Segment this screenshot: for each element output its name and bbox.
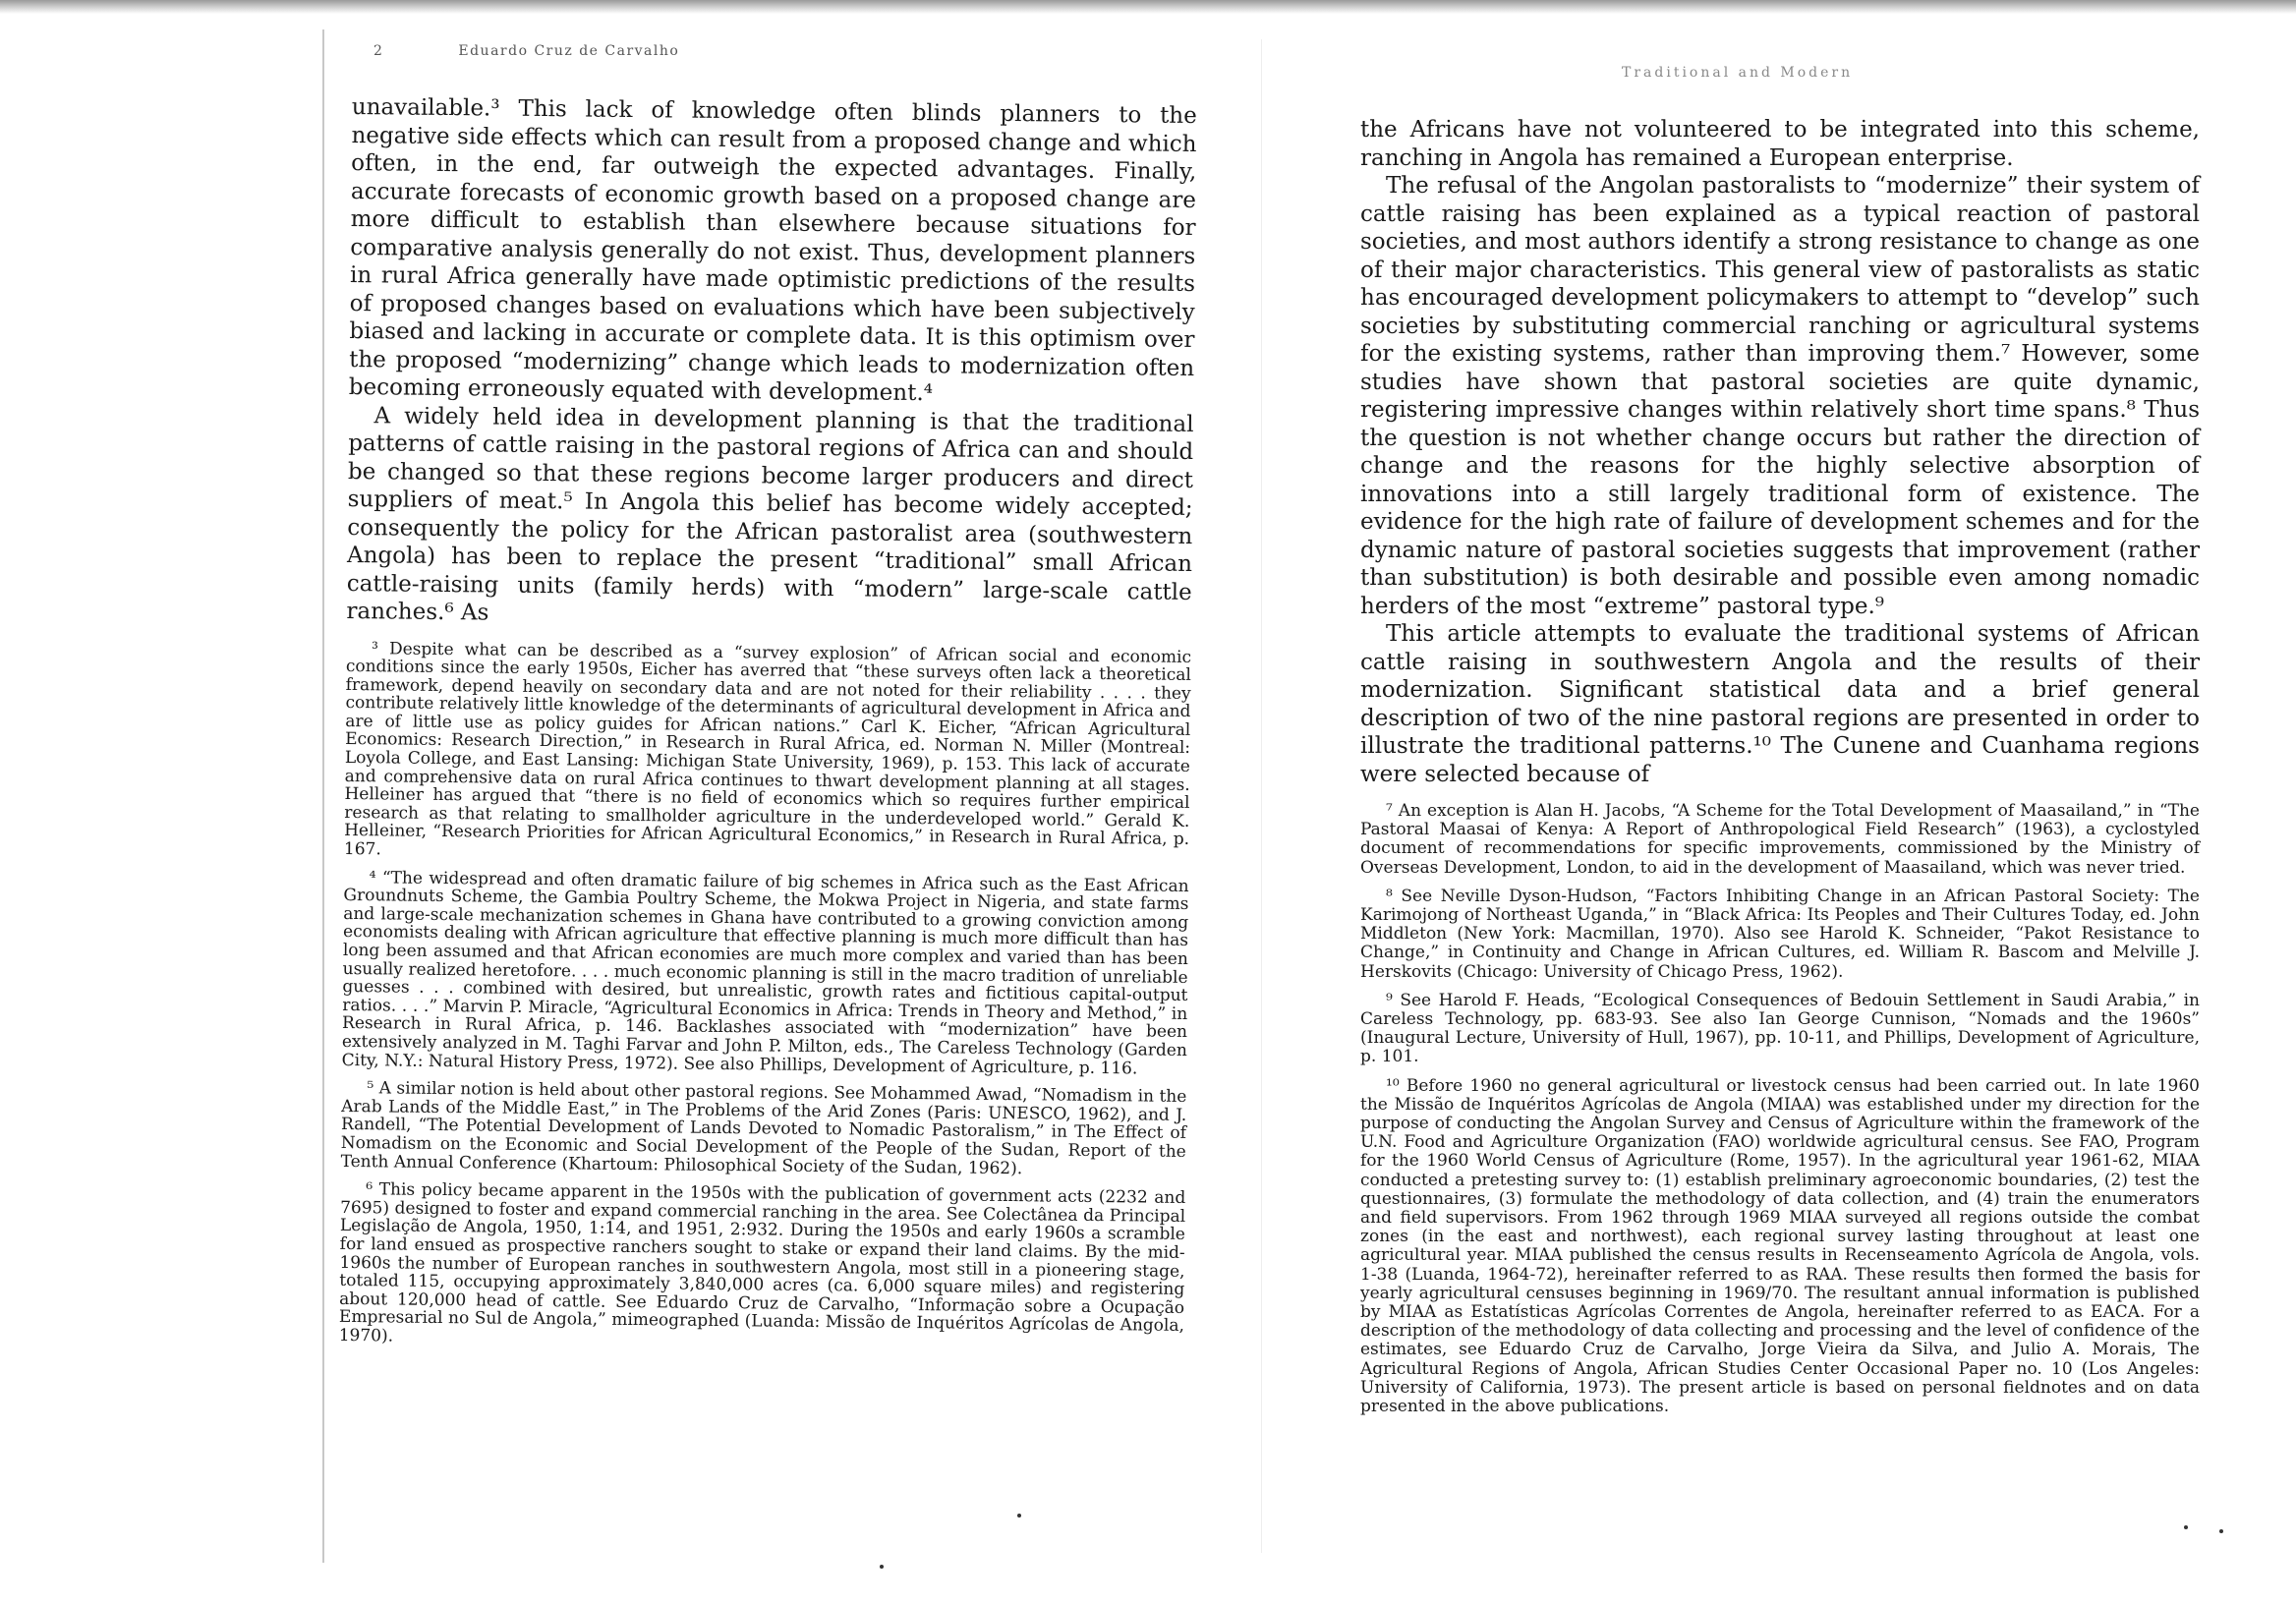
body-paragraph: The refusal of the Angolan pastoralists to “modernize” their system of cattle raising has been explained as a typical reaction of pastoral societies, and most authors identify a strong resistance to change as one of their major characteristics. This general view of pastoralists as static has encouraged development policymakers to attempt to “develop” such societies by substituting commercial ranching or agricultural systems for the existing systems, rather than improving them.⁷ However, some studies have shown that pastoral societies are quite dynamic, registering impressive changes within relatively short time spans.⁸ Thus the question is not whether change occurs but rather the direction of change and the reasons for the highly selective absorption of innovations into a still largely traditional form of existence. The evidence for the high rate of failure of development schemes and for the dynamic nature of pastoral societies suggests that improvement (rather than substitution) is both desirable and possible even among nomadic herders of the most “extreme” pastoral type.⁹: [1360, 173, 2200, 619]
page-gutter: [1261, 39, 1262, 1553]
footnote-4: ⁴ “The widespread and often dramatic failure of big schemes in Africa such as the East African Groundnuts Scheme, the Gambia Poultry Scheme, the Mokwa Project in Nigeria, and state farms and large-scale mechanization schemes in Ghana have contributed to a growing conviction among economists dealing with African agriculture that effective planning is much more difficult than has long been assumed and that African economies are much more complex and varied than has been usually realized heretofore. . . . much economic planning is still in the macro tradition of unreliable guesses . . . combined with desired, but unrealistic, growth rates and fictitious capital-output ratios. . . .” Marvin P. Miracle, “Agricultural Economics in Africa: Trends in Theory and Method,” in Research in Rural Africa, p. 146. Backlashes associated with “modernization” have been extensively analyzed in M. Taghi Farvar and John P. Milton, eds., The Careless Technology (Garden City, N.Y.: Natural History Press, 1972). See also Phillips, Development of Agriculture, p. 116.: [341, 867, 1189, 1078]
right-body-text: [1360, 116, 2200, 788]
scan-speck: [880, 1565, 884, 1569]
footnote-8: ⁸ See Neville Dyson-Hudson, “Factors Inhibiting Change in an African Pastoral Society: The Karimojong of Northeast Uganda,” in “Black Africa: Its Peoples and Their Cultures Today, ed. John Middleton (New York: Macmillan, 1970). Also see Harold K. Schneider, “Pakot Resistance to Change,” in Continuity and Change in African Cultures, ed. William R. Bascom and Melville J. Herskovits (Chicago: University of Chicago Press, 1962).: [1360, 886, 2200, 982]
footnote-5: ⁵ A similar notion is held about other pastoral regions. See Mohammed Awad, “Nomadism in the Arab Lands of the Middle East,” in The Problems of the Arid Zones (Paris: UNESCO, 1962), and J. Randell, “The Potential Development of Lands Devoted to Nomadic Pastoralism,” in The Effect of Nomadism on the Economic and Social Development of the People of the Sudan, Report of the Tenth Annual Conference (Khartoum: Philosophical Society of the Sudan, 1962).: [340, 1078, 1187, 1178]
footnote-3: ³ Despite what can be described as a “survey explosion” of African social and economic conditions since the early 1950s, Eicher has averred that “these surveys often lack a theoretical framework, depend heavily on secondary data and are not noted for their reliability . . . . they contribute relatively little knowledge of the determinants of agricultural development in Africa and are of little use as policy guides for African nations.” Carl K. Eicher, “African Agricultural Economics: Research Direction,” in Research in Rural Africa, ed. Norman N. Miller (Montreal: Loyola College, and East Lansing: Michigan State University, 1969), p. 153. This lack of accurate and comprehensive data on rural Africa continues to thwart development planning at all stages. Helleiner has argued that “there is no field of economics which so requires further empirical research as that relating to smallholder agriculture in the underdeveloped world.” Gerald K. Helleiner, “Research Priorities for African Agricultural Economics,” in Research in Rural Africa, p. 167.: [343, 638, 1192, 860]
right-running-head: Traditional and Modern: [1622, 65, 1854, 81]
scan-binding-line: [322, 29, 324, 1563]
left-footnotes: [339, 639, 1191, 1353]
scan-top-edge: [0, 0, 2296, 14]
scan-speck: [2184, 1525, 2188, 1529]
footnote-10: ¹⁰ Before 1960 no general agricultural or livestock census had been carried out. In late 1960 the Missão de Inquéritos Agrícolas de Angola (MIAA) was established under my direction for the purpose of conducting the Angolan Survey and Census of Agriculture within the framework of the U.N. Food and Agriculture Organization (FAO) worldwide agricultural census. See FAO, Program for the 1960 World Census of Agriculture (Rome, 1957). In the agricultural year 1961-62, MIAA conducted a pretesting survey to: (1) establish preliminary agroeconomic boundaries, (2) test the questionnaires, (3) formulate the methodology of data collection, and (4) train the enumerators and field supervisors. From 1962 through 1969 MIAA surveyed all regions outside the combat zones (in the east and northwest), each regional survey lasting throughout at least one agricultural year. MIAA published the census results in Recenseamento Agrícola de Angola, vols. 1-38 (Luanda, 1964-72), hereinafter referred to as RAA. These results then formed the basis for yearly agricultural censuses beginning in 1969/70. The resultant annual information is published by MIAA as Estatísticas Agrícolas Correntes de Angola, hereinafter referred to as EACA. For a description of the methodology of data collecting and processing and the level of confidence of the estimates, see Eduardo Cruz de Carvalho, Jorge Vieira da Silva, and Julio A. Morais, The Agricultural Regions of Angola, African Studies Center Occasional Paper no. 10 (Los Angeles: University of California, 1973). The present article is based on personal fieldnotes and on data presented in the above publications.: [1360, 1075, 2200, 1417]
right-page: [1360, 116, 2200, 1426]
footnote-9: ⁹ See Harold F. Heads, “Ecological Consequences of Bedouin Settlement in Saudi Arabia,” in Careless Technology, pp. 683-93. See also Ian George Cunnison, “Nomads and the 1960s” (Inaugural Lecture, University of Hull, 1967), pp. 10-11, and Phillips, Development of Agriculture, p. 101.: [1360, 990, 2200, 1067]
scan-speck: [2219, 1529, 2223, 1533]
body-paragraph: the Africans have not volunteered to be integrated into this scheme, ranching in Angola has remained a European enterprise.: [1360, 117, 2200, 171]
footnote-6: ⁶ This policy became apparent in the 1950s with the publication of government acts (2232 and 7695) designed to foster and expand commercial ranching in the area. See Colectânea da Principal Legislação de Angola, 1950, 1:14, and 1951, 2:932. During the 1950s and early 1960s a scramble for land ensued as prospective ranchers sought to stake or expand their land claims. By the mid-1960s the number of European ranches in southwestern Angola, most still in a pioneering stage, totaled 115, occupying approximately 3,840,000 acres (ca. 6,000 square miles) and registering about 120,000 head of cattle. See Eduardo Cruz de Carvalho, “Informação sobre a Ocupação Empresarial no Sul de Angola,” mimeographed (Luanda: Missão de Inquéritos Agrícolas de Angola, 1970).: [338, 1179, 1186, 1346]
left-page: [339, 93, 1197, 1363]
left-body-text: [346, 93, 1197, 634]
body-paragraph: unavailable.³ This lack of knowledge often blinds planners to the negative side effects which can result from a proposed change and which often, in the end, far outweigh the expected advantages. Finally, accurate forecasts of economic growth based on a proposed change are more difficult to establish than elsewhere because situations for comparative analysis generally do not exist. Thus, development planners in rural Africa generally have made optimistic predictions of the results of proposed changes based on evaluations which have been subjectively biased and lacking in accurate or complete data. It is this optimism over the proposed “modernizing” change which leads to modernization often becoming erroneously equated with development.⁴: [348, 93, 1197, 407]
right-footnotes: [1360, 802, 2200, 1416]
scan-speck: [1017, 1514, 1021, 1518]
left-running-header: [373, 43, 679, 59]
left-running-head: Eduardo Cruz de Carvalho: [458, 43, 680, 59]
body-paragraph: A widely held idea in development planning is that the traditional patterns of cattle raising in the pastoral regions of Africa can and should be changed so that these regions become larger producers and direct suppliers of meat.⁵ In Angola this belief has become widely accepted; consequently the policy for the African pastoralist area (southwestern Angola) has been to replace the present “traditional” small African cattle-raising units (family herds) with “modern” large-scale cattle ranches.⁶ As: [346, 402, 1194, 626]
body-paragraph: This article attempts to evaluate the traditional systems of African cattle raising in southwestern Angola and the results of their modernization. Significant statistical data and a brief general description of two of the nine pastoral regions are presented in order to illustrate the traditional patterns.¹⁰ The Cunene and Cuanhama regions were selected because of: [1360, 621, 2200, 787]
left-page-number: 2: [373, 43, 384, 59]
footnote-7: ⁷ An exception is Alan H. Jacobs, “A Scheme for the Total Development of Maasailand,” in “The Pastoral Maasai of Kenya: A Report of Anthropological Field Research” (1963), a cyclostyled document of recommendations for specific improvements, commissioned by the Ministry of Overseas Development, London, to aid in the development of Maasailand, which was never tried.: [1360, 801, 2200, 878]
